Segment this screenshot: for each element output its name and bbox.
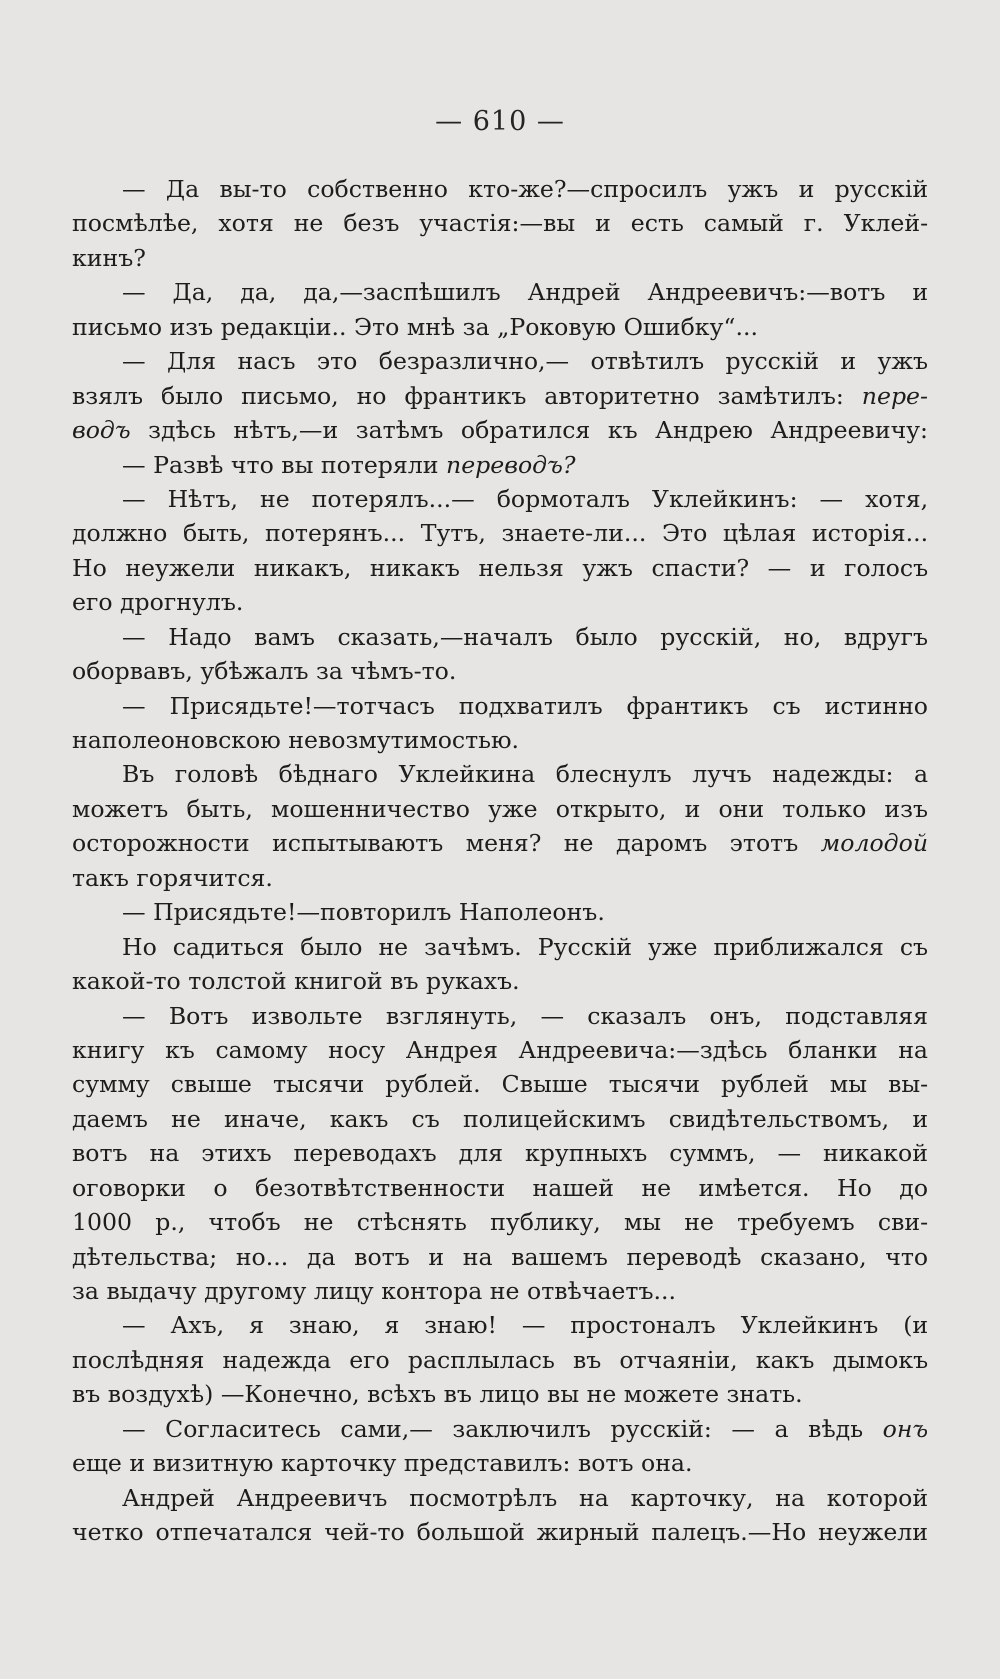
text-line: посмѣлѣе, хотя не безъ участія:—вы и есть самый г. Уклей- <box>72 209 928 238</box>
text-line: — Да вы-то собственно кто-же?—спросилъ ужъ и русскій <box>122 175 928 203</box>
text-line: — Ахъ, я знаю, я знаю! — простоналъ Уклейкинъ (и <box>122 1311 928 1340</box>
page-number: — 610 — <box>435 106 565 137</box>
text-line: даемъ не иначе, какъ съ полицейскимъ свидѣтельствомъ, и <box>72 1104 928 1133</box>
text-line: послѣдняя надежда его расплылась въ отчаяніи, какъ дымокъ <box>72 1345 928 1374</box>
text-line: водъ здѣсь нѣтъ,—и затѣмъ обратился къ Андрею Андреевичу: <box>72 416 928 445</box>
text-line: оговорки о безотвѣтственности нашей не имѣется. Но до <box>72 1173 928 1202</box>
text-line: Андрей Андреевичъ посмотрѣлъ на карточку, на которой <box>122 1483 928 1512</box>
text-line: — Для насъ это безразлично,— отвѣтилъ русскій и ужъ <box>122 347 928 376</box>
text-line: наполеоновскою невозмутимостью. <box>72 726 520 754</box>
text-line: — Присядьте!—повторилъ Наполеонъ. <box>122 898 605 927</box>
text-line: Но неужели никакъ, никакъ нельзя ужъ спасти? — и голосъ <box>72 553 928 582</box>
text-line: взялъ было письмо, но франтикъ авторитетно замѣтилъ: пере- <box>72 381 928 410</box>
text-line: кинъ? <box>72 243 146 272</box>
text-line: осторожности испытываютъ меня? не даромъ этотъ молодой <box>72 829 928 858</box>
text-line: четко отпечатался чей-то большой жирный палецъ.—Но неужели <box>72 1518 928 1547</box>
text-line: — Надо вамъ сказать,—началъ было русскій, но, вдругъ <box>122 622 928 651</box>
text-line: такъ горячится. <box>72 863 273 892</box>
text-line: можетъ быть, мошенничество уже открыто, и они только изъ <box>72 794 928 823</box>
text-line: какой-то толстой книгой въ рукахъ. <box>72 967 520 996</box>
text-line: — Согласитесь сами,— заключилъ русскій: — а вѣдь онъ <box>122 1414 928 1443</box>
text-line: еще и визитную карточку представилъ: вотъ она. <box>72 1449 693 1478</box>
text-line: вотъ на этихъ переводахъ для крупныхъ суммъ, — никакой <box>72 1139 928 1168</box>
text-line: письмо изъ редакціи.. Это мнѣ за „Роковую Ошибку“... <box>72 312 758 341</box>
text-line: — Нѣтъ, не потерялъ...— бормоталъ Уклейкинъ: — хотя, <box>122 484 928 513</box>
text-line: за выдачу другому лицу контора не отвѣчаетъ... <box>72 1277 676 1305</box>
text-line: Но садиться было не зачѣмъ. Русскій уже приближался съ <box>122 932 928 961</box>
text-line: — Да, да, да,—заспѣшилъ Андрей Андреевичъ:—вотъ и <box>122 278 928 307</box>
text-line: должно быть, потерянъ... Тутъ, знаете-ли... Это цѣлая исторія... <box>72 519 928 548</box>
text-line: — Присядьте!—тотчасъ подхватилъ франтикъ съ истинно <box>122 691 928 720</box>
text-line: книгу къ самому носу Андрея Андреевича:—здѣсь бланки на <box>72 1035 928 1064</box>
page-text <box>72 172 928 1550</box>
text-line: его дрогнулъ. <box>72 588 244 617</box>
text-line: дѣтельства; но... да вотъ и на вашемъ переводѣ сказано, что <box>72 1242 928 1271</box>
text-line: сумму свыше тысячи рублей. Свыше тысячи рублей мы вы- <box>72 1070 928 1099</box>
text-line: въ воздухѣ) —Конечно, всѣхъ въ лицо вы не можете знать. <box>72 1380 803 1409</box>
text-line: — Вотъ извольте взглянуть, — сказалъ онъ, подставляя <box>122 1001 928 1030</box>
text-line: оборвавъ, убѣжалъ за чѣмъ-то. <box>72 657 457 686</box>
text-line: — Развѣ что вы потеряли переводъ? <box>122 450 576 479</box>
text-line: Въ головѣ бѣднаго Уклейкина блеснулъ лучъ надежды: а <box>122 760 928 789</box>
text-line: 1000 р., чтобъ не стѣснять публику, мы не требуемъ сви- <box>72 1208 928 1237</box>
